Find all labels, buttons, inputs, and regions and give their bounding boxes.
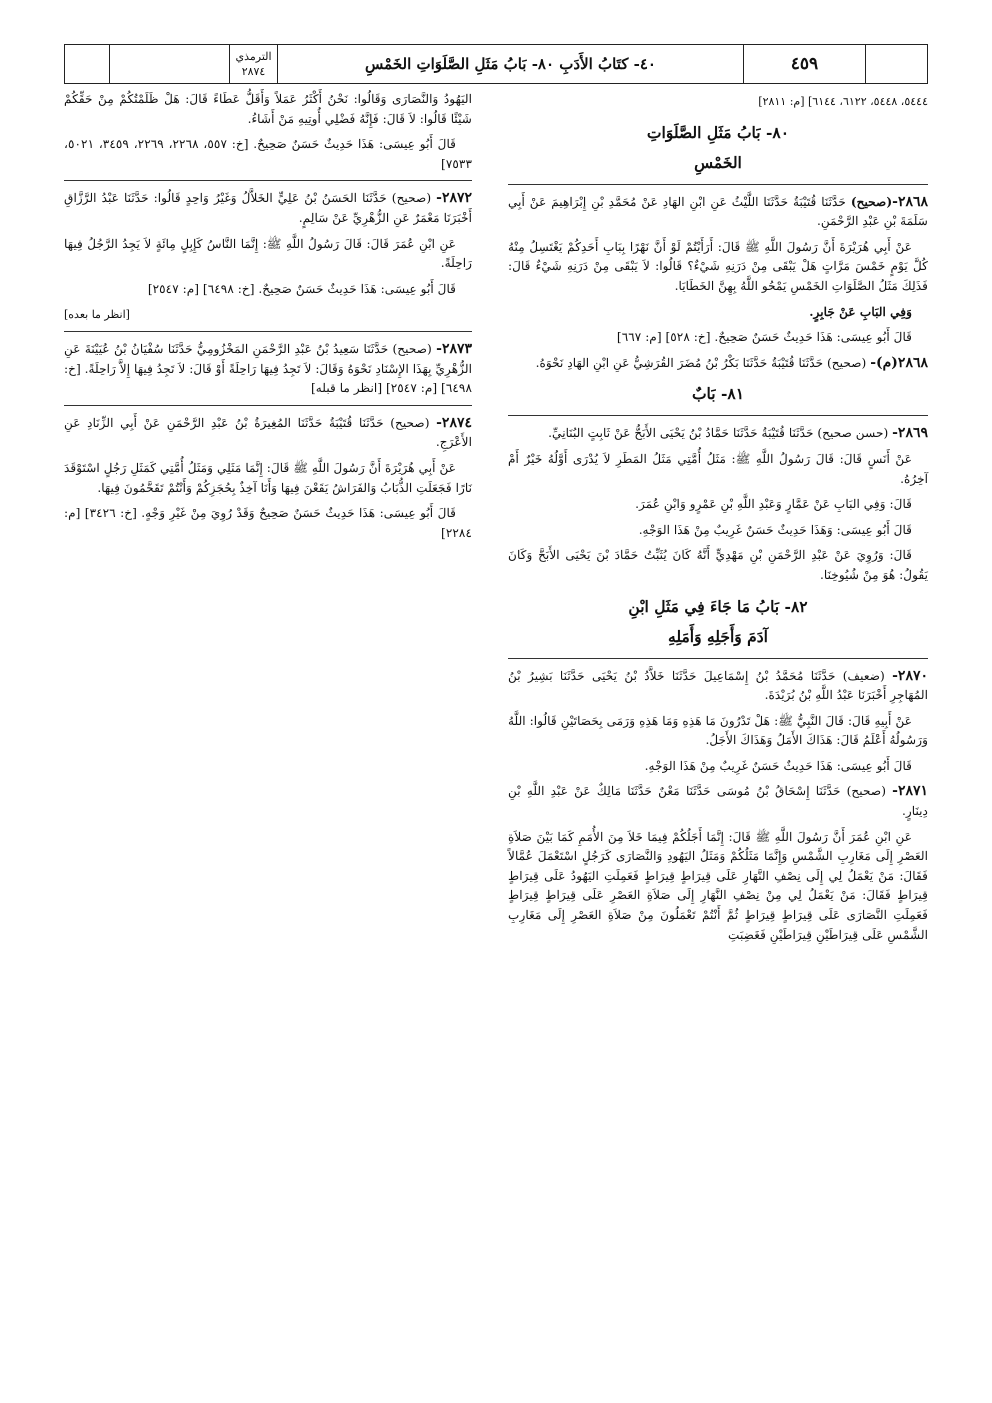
hadith-matn: عَنِ ابْنِ عُمَرَ أَنَّ رَسُولَ اللَّهِ ﷺ قَالَ: إِنَّمَا أَجَلُكُمْ فِيمَا خَلاَ مِنَ الأُمَمِ كَمَا بَيْنَ صَلاَةِ العَصْرِ إِلَى مَغَارِبِ الشَّمْسِ وَإِنَّمَا مَثَلُكُمْ وَمَثَلُ اليَهُودِ وَالنَّصَارَى كَرَجُلٍ اسْتَعْمَلَ عُمَّالاً فَقَالَ: مَنْ يَعْمَلُ لِي إِلَى نِصْفِ النَّهَارِ عَلَى قِيرَاطٍ قِيرَاطٍ فَعَمِلَتِ اليَهُودُ عَلَى قِيرَاطٍ قِيرَاطٍ فَقَالَ: مَنْ يَعْمَلُ لِي مِنْ نِصْفِ النَّهَارِ إِلَى صَلاَةِ العَصْرِ عَلَى قِيرَاطٍ قِيرَاطٍ فَعَمِلَتِ النَّصَارَى عَلَى قِيرَاطٍ قِيرَاطٍ ثُمَّ أَنْتُمْ تَعْمَلُونَ مِنْ صَلاَةِ العَصْرِ إِلَى مَغَارِبِ الشَّمْسِ عَلَى قِيرَاطَيْنِ قِيرَاطَيْنِ فَغَضِبَتِ xyxy=(508,829,928,942)
section-80-heading xyxy=(508,118,928,178)
hadith-number: ٢٨٧٠- xyxy=(892,667,928,684)
hadith-text: (صحيح) حَدَّثَنَا الحَسَنُ بْنُ عَلِيٍّ الخَلاَّلُ وَغَيْرُ وَاحِدٍ قَالُوا: حَدَّثَنَا عَبْدُ الرَّزَّاقِ أَخْبَرَنَا مَعْمَرٌ عَنِ الزُّهْرِيِّ عَنْ سَالِمٍ. xyxy=(64,191,472,225)
abu-isa-comment: قَالَ أَبُو عِيسَى: هَذَا حَدِيثٌ حَسَنٌ غَرِيبٌ مِنْ هَذَا الوَجْهِ. xyxy=(644,758,912,773)
chapter-title: ٤٠- كتَابُ الأَدَبِ ٨٠- بَابُ مَثَلِ الصَّلَوَاتِ الخَمْسِ xyxy=(277,45,743,83)
bab-note: قَالَ: وَفِي البَابِ عَنْ عَمَّارٍ وَعَبْدِ اللَّهِ بْنِ عَمْرٍو وَابْنِ عُمَرَ. xyxy=(635,497,912,512)
hadith-2872 xyxy=(64,189,472,228)
book-name: الترمذي xyxy=(235,50,272,63)
hadith-2868m xyxy=(508,354,928,374)
abu-isa-comment: قَالَ أَبُو عِيسَى: هَذَا حَدِيثٌ حَسَنٌ صَحِيحٌ. [خ: ٥٥٧، ٢٢٦٨، ٢٢٦٩، ٣٤٥٩، ٥٠٢١، ٧٥٣٣] xyxy=(64,137,472,171)
right-column xyxy=(508,92,928,951)
hadith-grade: (صحيح) xyxy=(850,194,893,209)
page-header xyxy=(64,44,928,84)
abu-isa-comment: قَالَ أَبُو عِيسَى: هَذَا حَدِيثٌ حَسَنٌ صَحِيحٌ. [خ: ٦٤٩٨] [م: ٢٥٤٧] xyxy=(147,281,456,296)
header-blank-left xyxy=(63,45,109,83)
hadith-text: (صحيح) حَدَّثَنَا قُتَيْبَةُ حَدَّثَنَا بَكْرُ بْنُ مُضَرَ القُرَشِيُّ عَنِ ابْنِ الهَادِ نَحْوَهُ. xyxy=(535,355,867,370)
abu-isa-comment: قَالَ أَبُو عِيسَى: هَذَا حَدِيثٌ حَسَنٌ صَحِيحٌ. [خ: ٥٢٨] [م: ٦٦٧] xyxy=(616,330,912,345)
hadith-matn: عَنْ أَبِي هُرَيْرَةَ أَنَّ رَسُولَ اللَّهِ ﷺ قَالَ: إِنَّمَا مَثَلِي وَمَثَلُ أُمَّتِي كَمَثَلِ رَجُلٍ اسْتَوْقَدَ نَارًا فَجَعَلَتِ الذُّبَابُ وَالفَرَاشُ يَقَعْنَ فِيهَا وَأَنَا آخِذٌ بِحُجَزِكُمْ وَأَنْتُمْ تَقَحَّمُونَ فِيهَا. xyxy=(64,460,472,495)
header-blank-mid xyxy=(109,45,229,83)
hadith-number: ٢٨٧٤- xyxy=(436,414,472,431)
hadith-2869 xyxy=(508,424,928,444)
header-hadith-number: ٢٨٧٤ xyxy=(241,65,266,78)
abu-isa-comment: قَالَ أَبُو عِيسَى: وَهَذَا حَدِيثٌ حَسَنٌ غَرِيبٌ مِنْ هَذَا الوَجْهِ. xyxy=(638,522,912,537)
cross-reference-note: [انظر ما بعده] xyxy=(64,308,130,322)
hadith-text: (ضعيف) حَدَّثَنَا مُحَمَّدُ بْنُ إِسْمَاعِيلَ حَدَّثَنَا خَلاَّدُ بْنُ يَحْيَى حَدَّثَنَا بَشِيرُ بْنُ المُهَاجِرِ أَخْبَرَنَا عَبْدُ اللَّهِ بْنُ بُرَيْدَةَ. xyxy=(508,668,928,703)
section-82-heading xyxy=(508,592,928,652)
hadith-text: (صحيح) حَدَّثَنَا سَعِيدُ بْنُ عَبْدِ الرَّحْمَنِ المَخْزُومِيُّ حَدَّثَنَا سُفْيَانُ بْنُ عُيَيْنَةَ عَنِ الزُّهْرِيِّ بِهَذَا الإِسْنَادِ نَحْوَهُ وَقَالَ: لاَ تَجِدُ فِيهَا رَاحِلَةً أَوْ قَالَ: لاَ تَجِدُ فِيهَا إِلاَّ رَاحِلَةً. [خ: ٦٤٩٨] [م: ٢٥٤٧] [انظر ما قبله] xyxy=(64,341,472,396)
section-82-title-2: آدَمَ وَأَجَلِهِ وَأَمَلِهِ xyxy=(668,626,768,646)
divider xyxy=(64,405,472,406)
hadith-2868 xyxy=(508,193,928,232)
hadith-number: ٢٨٦٩- xyxy=(892,425,928,442)
section-80-title: ٨٠- بَابُ مَثَلِ الصَّلَوَاتِ xyxy=(646,122,790,142)
narration-note: قَالَ: وَرُوِيَ عَنْ عَبْدِ الرَّحْمَنِ بْنِ مَهْدِيٍّ أَنَّهُ كَانَ يُثَبِّتُ حَمَّادَ بْنَ يَحْيَى الأَبَحَّ وَكَانَ يَقُولُ: هُوَ مِنْ شُيُوخِنَا. xyxy=(508,548,928,582)
book-reference xyxy=(229,45,277,83)
hadith-matn: عَنْ أَنَسٍ قَالَ: قَالَ رَسُولُ اللَّهِ ﷺ: مَثَلُ أُمَّتِي مَثَلُ المَطَرِ لاَ يُدْرَى أَوَّلُهُ خَيْرٌ أَمْ آخِرُهُ. xyxy=(508,451,928,486)
hadith-2873 xyxy=(64,340,472,399)
divider xyxy=(508,658,928,659)
divider xyxy=(64,180,472,181)
section-80-title-2: الخَمْسِ xyxy=(694,152,742,172)
hadith-text: (حسن صحيح) حَدَّثَنَا قُتَيْبَةُ حَدَّثَنَا حَمَّادُ بْنُ يَحْيَى الأَبَحُّ عَنْ ثَابِتٍ البُنَانِيِّ. xyxy=(548,426,889,441)
divider xyxy=(508,415,928,416)
page-number: ٤٥٩ xyxy=(743,45,865,83)
hadith-number: ٢٨٦٨- xyxy=(892,193,929,210)
bab-note: وَفِي البَابِ عَنْ جَابِرٍ. xyxy=(809,304,912,319)
divider xyxy=(508,184,928,185)
hadith-continuation: اليَهُودُ وَالنَّصَارَى وَقَالُوا: نَحْنُ أَكْثَرُ عَمَلاً وَأَقَلُّ عَطَاءً قَالَ: هَلْ ظَلَمْتُكُمْ مِنْ حَقِّكُمْ شَيْئًا قَالُوا: لاَ قَالَ: فَإِنَّهُ فَضْلِي أُوتِيهِ مَنْ أَشَاءُ. xyxy=(64,92,472,126)
hadith-text: (صحيح) حَدَّثَنَا قُتَيْبَةُ حَدَّثَنَا المُغِيرَةُ بْنُ عَبْدِ الرَّحْمَنِ عَنْ أَبِي الزِّنَادِ عَنِ الأَعْرَجِ. xyxy=(64,415,472,450)
hadith-number: ٢٨٧٢- xyxy=(436,190,473,207)
reference-line: ٥٤٤٤، ٥٤٤٨، ٦١٢٢، ٦١٤٤] [م: ٢٨١١] xyxy=(758,95,928,108)
hadith-text: (صحيح) حَدَّثَنَا إِسْحَاقُ بْنُ مُوسَى حَدَّثَنَا مَعْنٌ حَدَّثَنَا مَالِكٌ عَنْ عَبْدِ اللَّهِ بْنِ دِينَارٍ. xyxy=(508,784,928,819)
hadith-matn: عَنِ ابْنِ عُمَرَ قَالَ: قَالَ رَسُولُ اللَّهِ ﷺ: إِنَّمَا النَّاسُ كَإِبِلٍ مِائَةٍ لاَ يَجِدُ الرَّجُلُ فِيهَا رَاحِلَةً. xyxy=(64,236,472,271)
hadith-matn: عَنْ أَبِيهِ قَالَ: قَالَ النَّبِيُّ ﷺ: هَلْ تَدْرُونَ مَا هَذِهِ وَمَا هَذِهِ وَرَمَى بِحَصَاتَيْنِ قَالُوا: اللَّهُ وَرَسُولُهُ أَعْلَمُ قَالَ: هَذَاكَ الأَمَلُ وَهَذَاكَ الأَجَلُ. xyxy=(508,713,928,748)
header-blank-right xyxy=(865,45,927,83)
hadith-isnad: حَدَّثَنَا قُتَيْبَةُ حَدَّثَنَا اللَّيْثُ عَنِ ابْنِ الهَادِ عَنْ مُحَمَّدِ بْنِ إِبْرَاهِيمَ عَنْ أَبِي سَلَمَةَ بْنِ عَبْدِ الرَّحْمَنِ. xyxy=(508,194,928,229)
hadith-matn: عَنْ أَبِي هُرَيْرَةَ أَنَّ رَسُولَ اللَّهِ ﷺ قَالَ: أَرَأَيْتُمْ لَوْ أَنَّ نَهْرًا بِبَابِ أَحَدِكُمْ يَغْتَسِلُ مِنْهُ كُلَّ يَوْمٍ خَمْسَ مَرَّاتٍ هَلْ يَبْقَى مِنْ دَرَنِهِ شَيْءٌ؟ قَالُوا: لاَ يَبْقَى مِنْ دَرَنِهِ شَيْءٌ قَالَ: فَذَلِكَ مَثَلُ الصَّلَوَاتِ الخَمْسِ يَمْحُو اللَّهُ بِهِنَّ الخَطَايَا. xyxy=(508,239,928,293)
left-column xyxy=(64,90,472,549)
hadith-number: ٢٨٦٨(م)- xyxy=(870,354,928,371)
hadith-2874 xyxy=(64,414,472,453)
divider xyxy=(64,331,472,332)
section-82-title: ٨٢- بَابُ مَا جَاءَ فِي مَثَلِ ابْنِ xyxy=(628,596,808,616)
hadith-number: ٢٨٧٣- xyxy=(436,340,473,357)
hadith-2870 xyxy=(508,667,928,706)
section-81-title: ٨١- بَابٌ xyxy=(691,384,745,404)
abu-isa-comment: قَالَ أَبُو عِيسَى: هَذَا حَدِيثٌ حَسَنٌ صَحِيحٌ وَقَدْ رُوِيَ مِنْ غَيْرِ وَجْهٍ. [خ: ٣٤٢٦] [م: ٢٢٨٤] xyxy=(64,506,472,540)
hadith-number: ٢٨٧١- xyxy=(892,783,929,800)
hadith-2871 xyxy=(508,782,928,821)
